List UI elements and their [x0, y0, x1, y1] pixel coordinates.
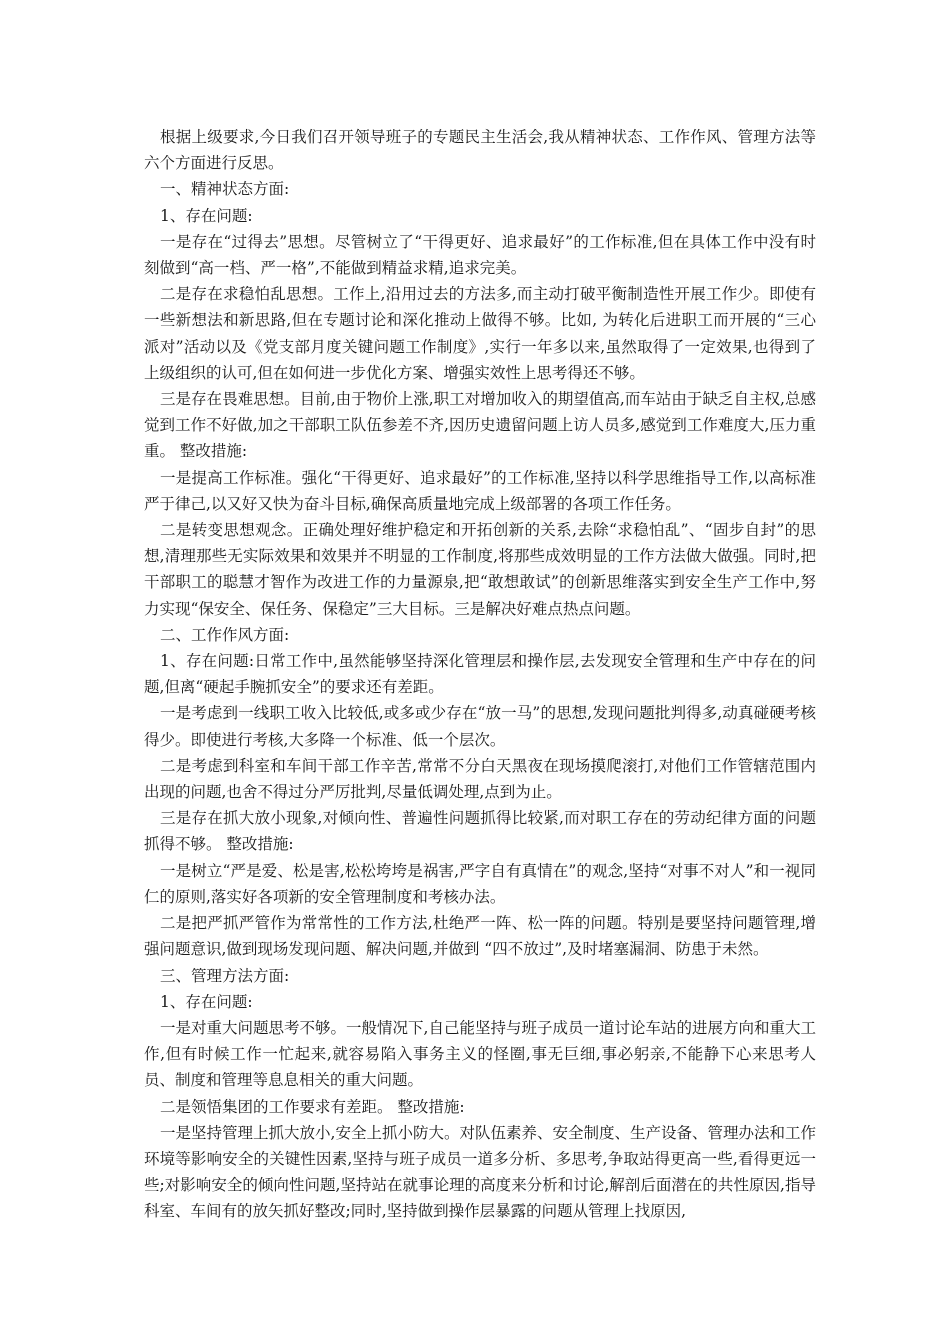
subheading-problems: 1、存在问题: — [160, 992, 253, 1011]
body-paragraph: 一是树立“严是爱、松是害,松松垮垮是祸害,严字自有真情在”的观念,坚持“对事不对人”和一视同仁的原则,落实好各项新的安全管理制度和考核办法。 — [144, 861, 816, 906]
subheading-problems: 1、存在问题: — [160, 206, 253, 225]
body-paragraph: 二是考虑到科室和车间干部工作辛苦,常常不分白天黑夜在现场摸爬滚打,对他们工作管辖范围内出现的问题,也舍不得过分严厉批判,尽量低调处理,点到为止。 — [144, 756, 816, 802]
body-paragraph: 一是坚持管理上抓大放小,安全上抓小防大。对队伍素养、安全制度、生产设备、管理办法和工作环境等影响安全的关键性因素,坚持与班子成员一道多分析、多思考,争取站得更高一些,看得更远一些;对影响安全的倾向性问题,坚持站在就事论理的高度来分析和讨论,解剖后面潜在的共性原因,指导科室、车间有的放矢抓好整改;同时,坚持做到操作层暴露的问题从管理上找原因, — [144, 1123, 816, 1221]
section-heading-management: 三、管理方法方面: — [160, 966, 290, 985]
section-heading-spirit: 一、精神状态方面: — [160, 180, 290, 199]
body-paragraph: 三是存在畏难思想。目前,由于物价上涨,职工对增加收入的期望值高,而车站由于缺乏自主权,总感觉到工作不好做,加之干部职工队伍参差不齐,因历史遗留问题上访人员多,感觉到工作难度大,压力重重。 整改措施: — [144, 390, 816, 461]
body-paragraph: 1、存在问题:日常工作中,虽然能够坚持深化管理层和操作层,去发现安全管理和生产中存在的问题,但离“硬起手腕抓安全”的要求还有差距。 — [144, 652, 816, 697]
body-paragraph: 二是领悟集团的工作要求有差距。 整改措施: — [160, 1097, 465, 1116]
body-paragraph: 一是存在“过得去”思想。尽管树立了“干得更好、追求最好”的工作标准,但在具体工作中没有时刻做到“高一档、严一格”,不能做到精益求精,追求完美。 — [144, 232, 816, 278]
body-paragraph: 一是提高工作标准。强化“干得更好、追求最好”的工作标准,坚持以科学思维指导工作,以高标准严于律己,以又好又快为奋斗目标,确保高质量地完成上级部署的各项工作任务。 — [144, 468, 816, 513]
body-paragraph: 二是把严抓严管作为常常性的工作方法,杜绝严一阵、松一阵的问题。特别是要坚持问题管理,增强问题意识,做到现场发现问题、解决问题,并做到 “四不放过”,及时堵塞漏洞、防患于未然。 — [144, 914, 816, 959]
document-body — [144, 124, 816, 1225]
body-paragraph: 二是存在求稳怕乱思想。工作上,沿用过去的方法多,而主动打破平衡制造性开展工作少。即使有一些新想法和新思路,但在专题讨论和深化推动上做得不够。比如, 为转化后进职工而开展的“三心派对”活动以及《党支部月度关键问题工作制度》,实行一年多以来,虽然取得了一定效果,也得到了上级组织的认可,但在如何进一步优化方案、增强实效性上思考得还不够。 — [144, 285, 816, 382]
section-heading-work-style: 二、工作作风方面: — [160, 625, 290, 644]
body-paragraph: 二是转变思想观念。正确处理好维护稳定和开拓创新的关系,去除“求稳怕乱”、“固步自封”的思想,清理那些无实际效果和效果并不明显的工作制度,将那些成效明显的工作方法做大做强。同时,把干部职工的聪慧才智作为改进工作的力量源泉,把“敢想敢试”的创新思维落实到安全生产工作中,努力实现“保安全、保任务、保稳定”三大目标。三是解决好难点热点问题。 — [144, 521, 816, 618]
body-paragraph: 一是考虑到一线职工收入比较低,或多或少存在“放一马”的思想,发现问题批判得多,动真碰硬考核得少。即使进行考核,大多降一个标准、低一个层次。 — [144, 704, 816, 749]
body-paragraph: 一是对重大问题思考不够。一般情况下,自己能坚持与班子成员一道讨论车站的进展方向和重大工作,但有时候工作一忙起来,就容易陷入事务主义的怪圈,事无巨细,事必躬亲,不能静下心来思考人员、制度和管理等息息相关的重大问题。 — [144, 1018, 816, 1090]
intro-paragraph: 根据上级要求,今日我们召开领导班子的专题民主生活会,我从精神状态、工作作风、管理方法等六个方面进行反思。 — [144, 128, 816, 173]
body-paragraph: 三是存在抓大放小现象,对倾向性、普遍性问题抓得比较紧,而对职工存在的劳动纪律方面的问题抓得不够。 整改措施: — [144, 809, 816, 854]
